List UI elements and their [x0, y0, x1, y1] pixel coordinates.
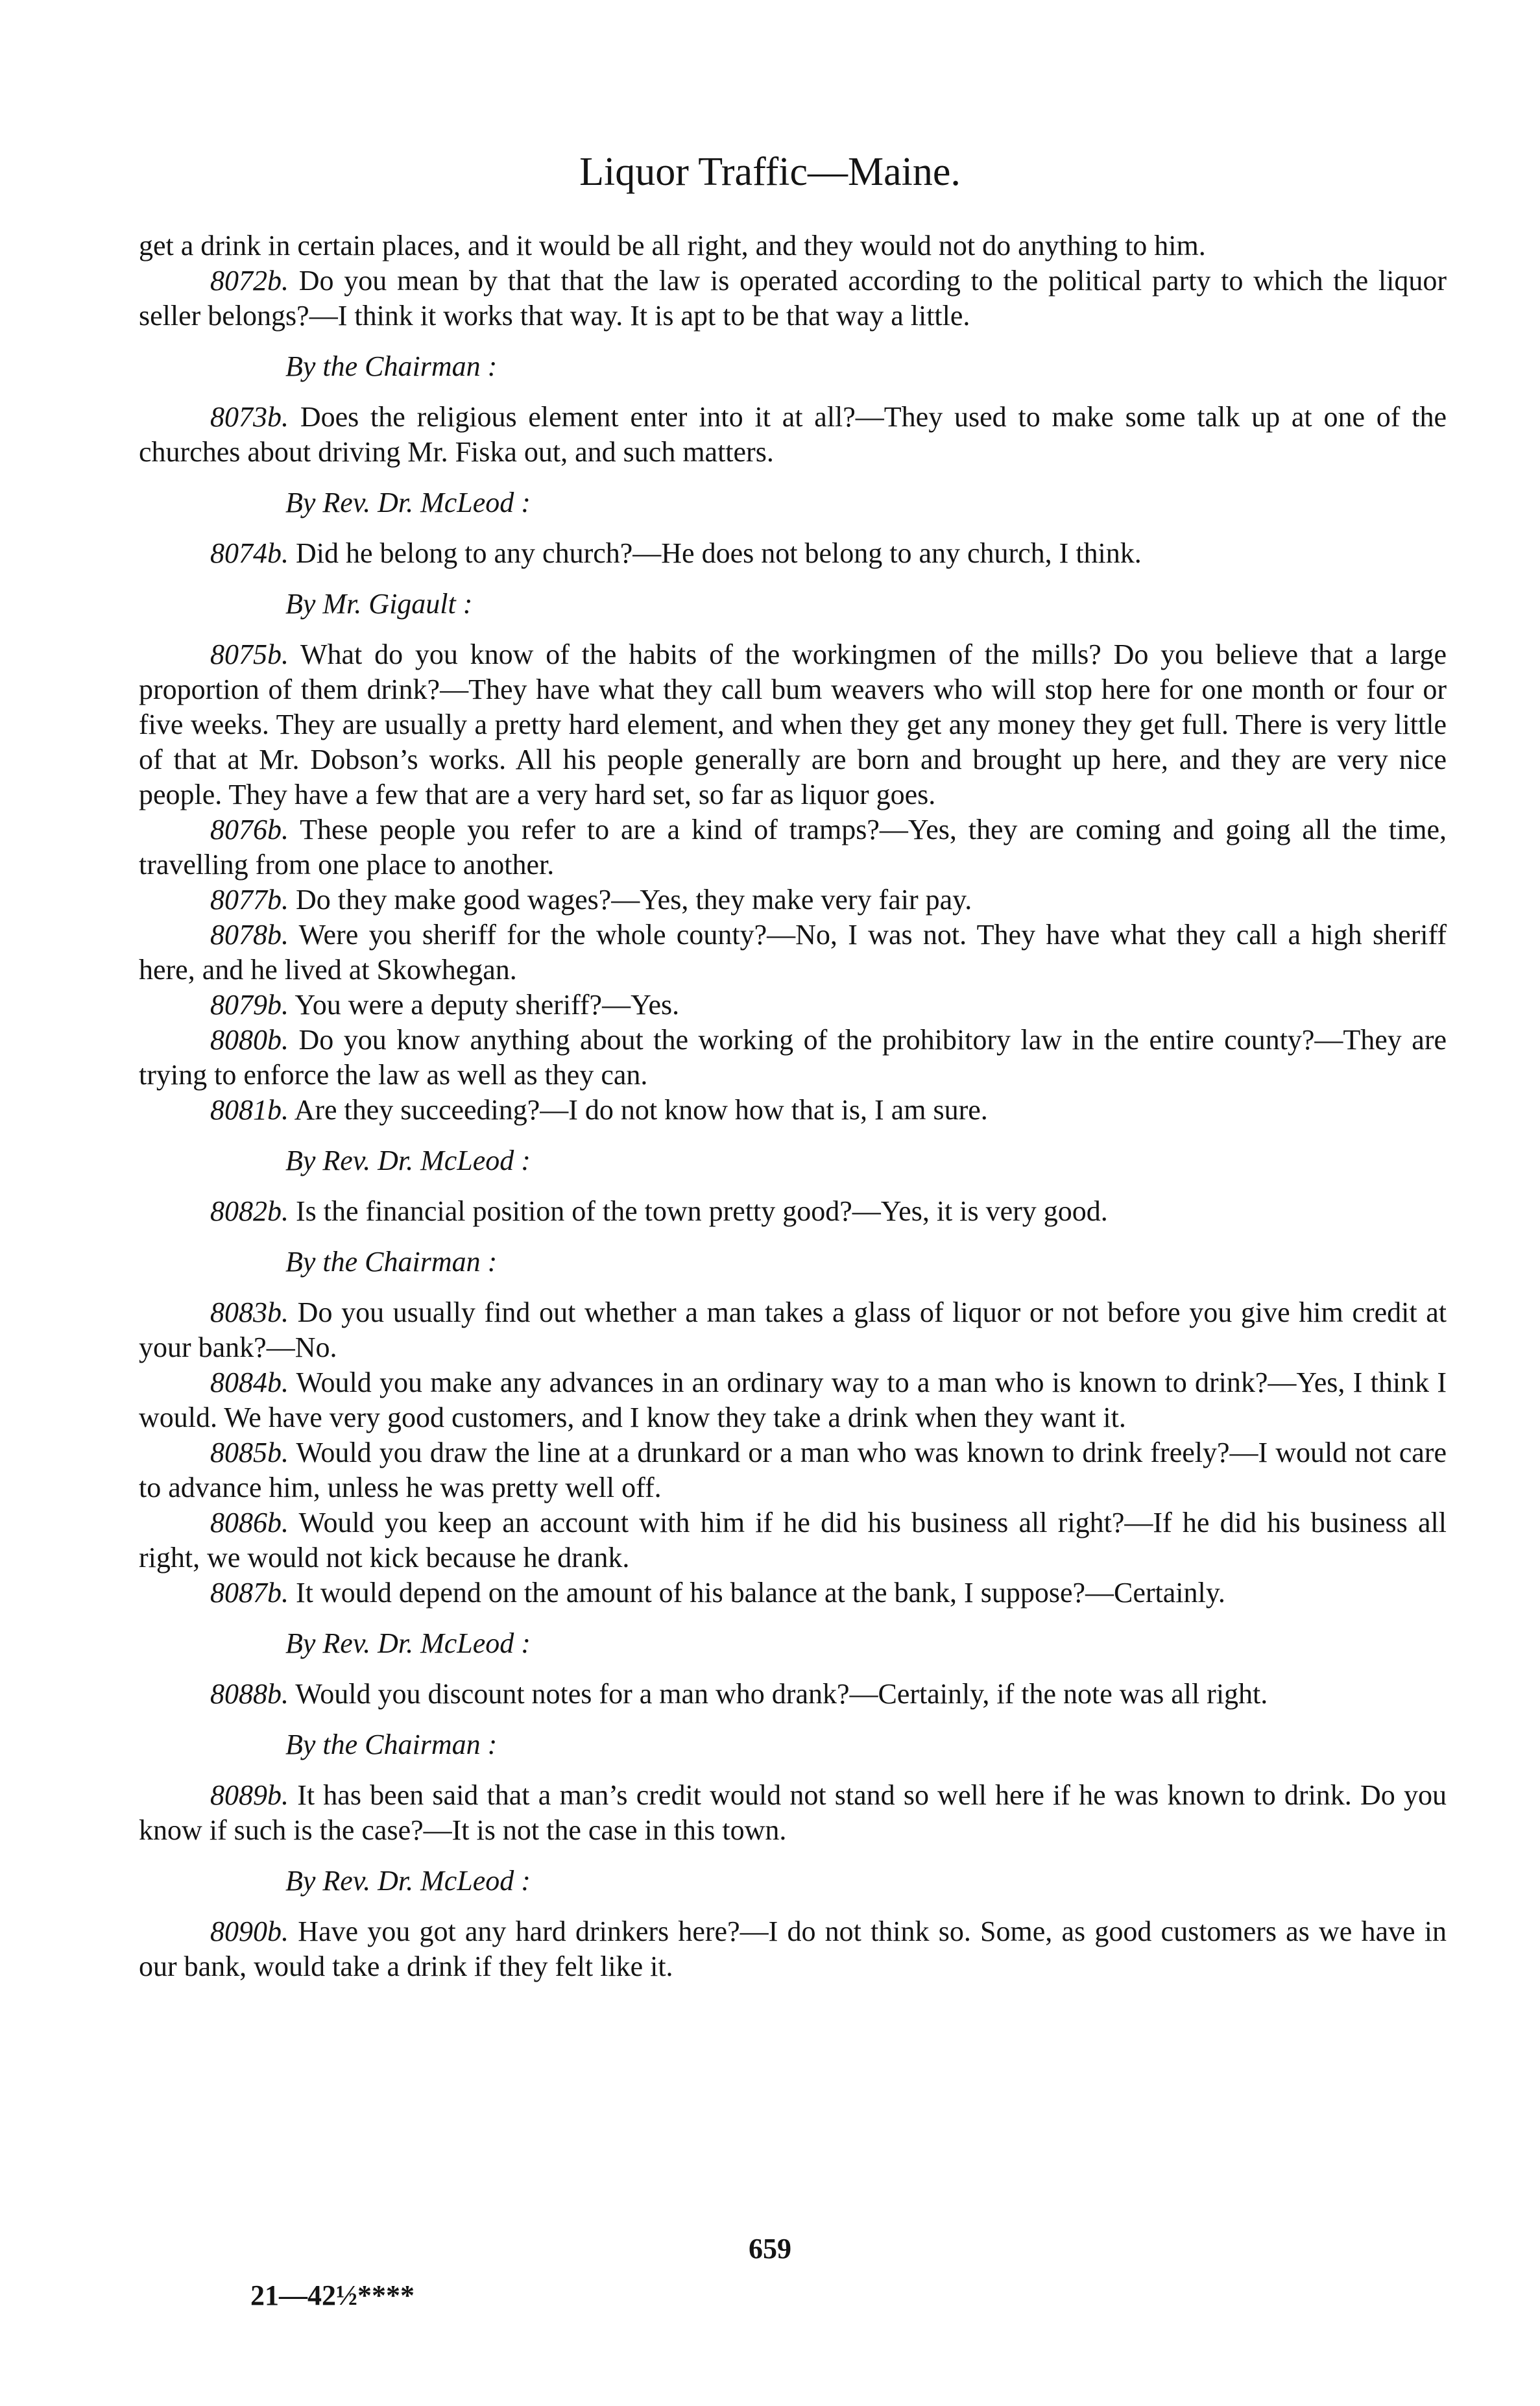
question-paragraph [139, 1023, 1447, 1093]
speaker-heading: By the Chairman : [285, 1729, 498, 1760]
question-text: These people you refer to are a kind of tramps?—Yes, they are coming and going all the time, travelling from one place to another. [139, 814, 1447, 881]
question-text: Is the financial position of the town pretty good?—Yes, it is very good. [296, 1195, 1108, 1227]
speaker-heading: By Mr. Gigault : [285, 588, 473, 620]
question-paragraph [139, 988, 1447, 1023]
question-paragraph [139, 400, 1447, 470]
question-paragraph [139, 263, 1447, 334]
question-paragraph [139, 1194, 1447, 1229]
question-number: 8089b. [210, 1779, 289, 1811]
question-paragraph [139, 1435, 1447, 1505]
question-paragraph [139, 1295, 1447, 1365]
question-text: Would you discount notes for a man who drank?—Certainly, if the note was all right. [295, 1678, 1268, 1710]
question-text: Do you know anything about the working of the prohibitory law in the entire county?—They are trying to enforce the law as well as they can. [139, 1024, 1447, 1091]
question-paragraph [139, 882, 1447, 917]
question-text: Does the religious element enter into it at all?—They used to make some talk up at one of the churches about driving Mr. Fiska out, and such matters. [139, 401, 1447, 468]
page-number: 659 [749, 2233, 791, 2265]
question-number: 8083b. [210, 1296, 289, 1328]
testimony-body [139, 228, 1447, 1984]
speaker-heading: By Rev. Dr. McLeod : [285, 487, 531, 518]
question-text: It would depend on the amount of his balance at the bank, I suppose?—Certainly. [296, 1577, 1225, 1609]
question-text: Do you usually find out whether a man takes a glass of liquor or not before you give him credit at your bank?—No. [139, 1296, 1447, 1363]
question-text: Would you make any advances in an ordinary way to a man who is known to drink?—Yes, I think I would. We have very good customers, and I know they take a drink when they want it. [139, 1367, 1447, 1433]
question-paragraph [139, 1505, 1447, 1575]
question-paragraph [139, 536, 1447, 571]
question-paragraph [139, 1778, 1447, 1848]
question-number: 8077b. [210, 884, 289, 916]
printer-signature-mark: 21—42½**** [250, 2279, 415, 2311]
speaker-heading: By Rev. Dr. McLeod : [285, 1627, 531, 1659]
question-number: 8084b. [210, 1367, 289, 1398]
question-number: 8074b. [210, 537, 289, 569]
speaker-heading: By the Chairman : [285, 1246, 498, 1278]
question-paragraph [139, 812, 1447, 882]
question-number: 8088b. [210, 1678, 289, 1710]
question-number: 8087b. [210, 1577, 289, 1609]
continued-paragraph: get a drink in certain places, and it would be all right, and they would not do anything to him. [139, 230, 1206, 261]
question-number: 8072b. [210, 265, 289, 297]
question-paragraph [139, 917, 1447, 988]
question-number: 8076b. [210, 814, 289, 845]
question-text: Have you got any hard drinkers here?—I do not think so. Some, as good customers as we have in our bank, would take a drink if they felt like it. [139, 1915, 1447, 1982]
question-number: 8082b. [210, 1195, 289, 1227]
question-number: 8079b. [210, 989, 289, 1021]
page-title: Liquor Traffic—Maine. [579, 150, 961, 194]
speaker-heading: By the Chairman : [285, 350, 498, 382]
question-text: What do you know of the habits of the workingmen of the mills? Do you believe that a large proportion of them drink?—They have what they call bum weavers who will stop here for one month or four or five weeks. They are usually a pretty hard element, and when they get any money they get full. There is very little of that at Mr. Dobson’s works. All his people generally are born and brought up here, and they are very nice people. They have a few that are a very hard set, so far as liquor goes. [139, 638, 1447, 810]
question-paragraph [139, 1365, 1447, 1435]
question-number: 8086b. [210, 1507, 289, 1538]
question-number: 8081b. [210, 1094, 289, 1126]
question-number: 8085b. [210, 1437, 289, 1468]
question-number: 8078b. [210, 919, 289, 951]
question-paragraph [139, 637, 1447, 812]
question-number: 8075b. [210, 638, 289, 670]
question-text: Were you sheriff for the whole county?—No, I was not. They have what they call a high sheriff here, and he lived at Skowhegan. [139, 919, 1447, 986]
question-text: Did he belong to any church?—He does not belong to any church, I think. [296, 537, 1142, 569]
question-text: It has been said that a man’s credit would not stand so well here if he was known to drink. Do you know if such is the case?—It is not the case in this town. [139, 1779, 1447, 1846]
question-text: Would you keep an account with him if he did his business all right?—If he did his business all right, we would not kick because he drank. [139, 1507, 1447, 1574]
question-text: Do they make good wages?—Yes, they make very fair pay. [296, 884, 972, 916]
question-paragraph [139, 1914, 1447, 1984]
question-text: Are they succeeding?—I do not know how that is, I am sure. [294, 1094, 988, 1126]
question-number: 8073b. [210, 401, 289, 433]
question-number: 8080b. [210, 1024, 289, 1056]
question-number: 8090b. [210, 1915, 289, 1947]
question-paragraph [139, 1575, 1447, 1610]
question-text: Do you mean by that that the law is operated according to the political party to which the liquor seller belongs?—I think it works that way. It is apt to be that way a little. [139, 265, 1447, 332]
question-paragraph [139, 1677, 1447, 1712]
speaker-heading: By Rev. Dr. McLeod : [285, 1865, 531, 1897]
question-paragraph [139, 1093, 1447, 1128]
speaker-heading: By Rev. Dr. McLeod : [285, 1145, 531, 1176]
question-text: You were a deputy sheriff?—Yes. [295, 989, 680, 1021]
question-text: Would you draw the line at a drunkard or a man who was known to drink freely?—I would not care to advance him, unless he was pretty well off. [139, 1437, 1447, 1503]
